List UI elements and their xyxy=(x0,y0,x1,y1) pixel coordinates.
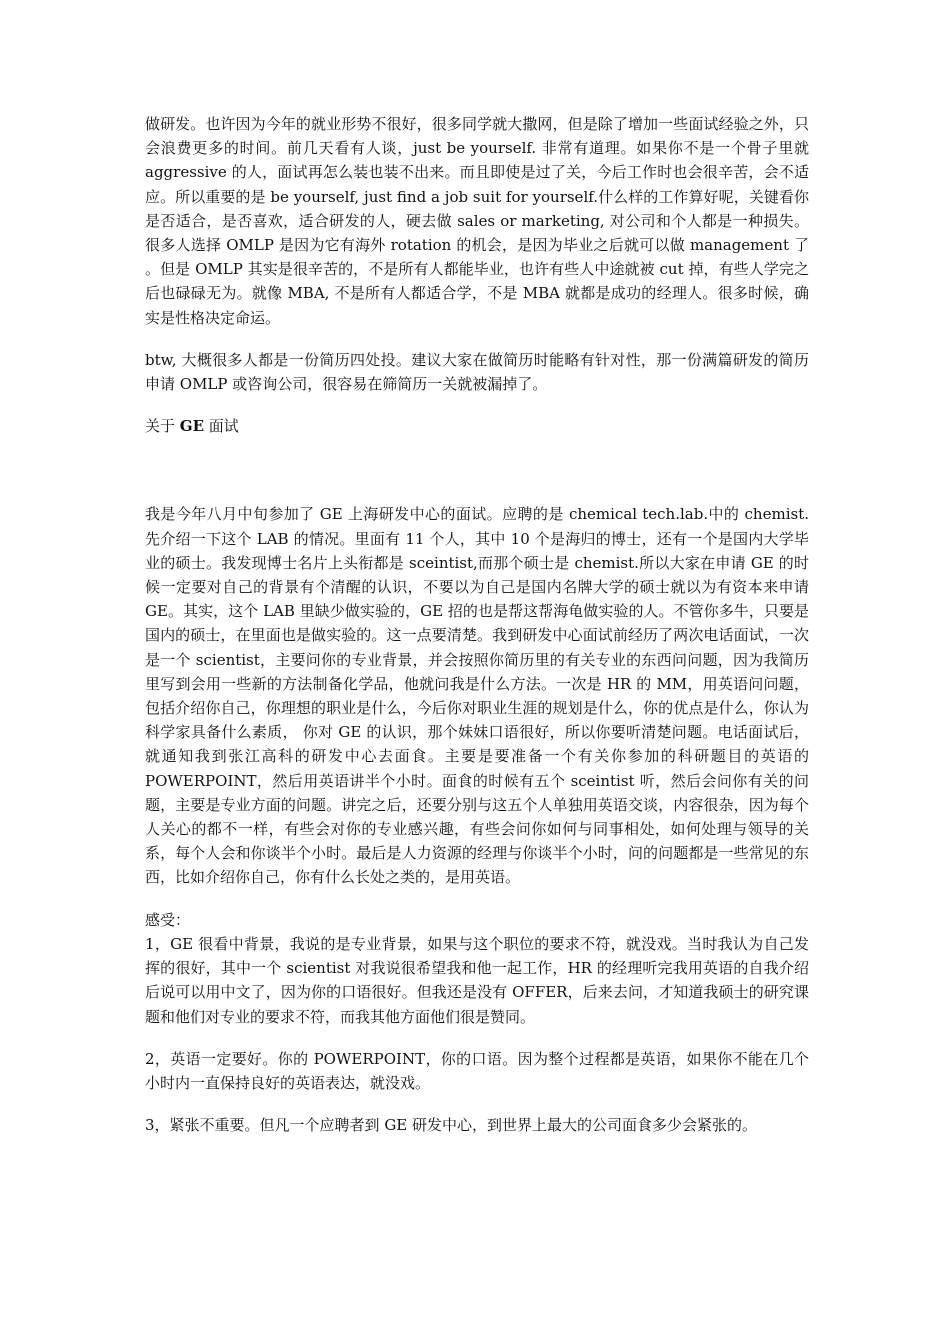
feeling-item-1: 1，GE 很看中背景，我说的是专业背景，如果与这个职位的要求不符，就没戏。当时我认为自己发挥的很好，其中一个 scientist 对我说很希望我和他一起工作，HR 的经理听完我用英语的自我介绍后说可以用中文了，因为你的口语很好。但我还是没有 OFFER，后来去问，才知道我硕士的研究课题和他们对专业的要求不符，而我其他方面他们很是赞同。 xyxy=(145,934,809,1026)
resume-advice-paragraph: btw, 大概很多人都是一份简历四处投。建议大家在做简历时能略有针对性，那一份满篇研发的简历申请 OMLP 或咨询公司，很容易在筛简历一关就被漏掉了。 xyxy=(145,350,809,394)
section-heading xyxy=(145,414,809,438)
heading-prefix: 关于 xyxy=(145,417,180,436)
section-spacer xyxy=(145,438,809,502)
heading-suffix: 面试 xyxy=(204,417,239,436)
intro-paragraph: 做研发。也许因为今年的就业形势不很好，很多同学就大撒网，但是除了增加一些面试经验之外，只会浪费更多的时间。前几天看有人谈，just be yourself. 非常有道理。如果你不是一个骨子里就 aggressive 的人，面试再怎么装也装不出来。而且即使是过了关，今后工作时也会很辛苦，会不适应。所以重要的是 be yourself, just find a job suit for yourself.什么样的工作算好呢，关键看你是否适合，是否喜欢，适合研发的人，硬去做 sales or marketing, 对公司和个人都是一种损失。很多人选择 OMLP 是因为它有海外 rotation 的机会，是因为毕业之后就可以做 management 了 。但是 OMLP 其实是很辛苦的，不是所有人都能毕业，也许有些人中途就被 cut 掉，有些人学完之后也碌碌无为。就像 MBA, 不是所有人都适合学，不是 MBA 就都是成功的经理人。很多时候，确实是性格决定命运。 xyxy=(145,115,814,327)
heading-bold: GE xyxy=(179,417,205,436)
interview-experience-paragraph: 我是今年八月中旬参加了 GE 上海研发中心的面试。应聘的是 chemical tech.lab.中的 chemist. 先介绍一下这个 LAB 的情况。里面有 11 个人，其中 10 个是海归的博士，还有一个是国内大学毕业的硕士。我发现博士名片上头衔都是 sceintist,而那个硕士是 chemist.所以大家在申请 GE 的时候一定要对自己的背景有个清醒的认识，不要以为自己是国内名牌大学的硕士就以为有资本来申请 GE。其实，这个 LAB 里缺少做实验的，GE 招的也是帮这帮海龟做实验的人。不管你多牛，只要是国内的硕士，在里面也是做实验的。这一点要清楚。我到研发中心面试前经历了两次电话面试，一次是一个 scientist，主要问你的专业背景，并会按照你简历里的有关专业的东西问问题，因为我简历里写到会用一些新的方法制备化学品，他就问我是什么方法。一次是 HR 的 MM，用英语问问题，包括介绍你自己，你理想的职业是什么，今后你对职业生涯的规划是什么，你的优点是什么，你认为科学家具备什么素质， 你对 GE 的认识，那个妹妹口语很好，所以你要听清楚问题。电话面试后，就通知我到张江高科的研发中心去面食。主要是要准备一个有关你参加的科研题目的英语的 POWERPOINT，然后用英语讲半个小时。面食的时候有五个 sceintist 听，然后会问你有关的问题，主要是专业方面的问题。讲完之后，还要分别与这五个人单独用英语交谈，内容很杂，因为每个人关心的都不一样，有些会对你的专业感兴趣，有些会问你如何与同事相处，如何处理与领导的关系，每个人会和你谈半个小时。最后是人力资源的经理与你谈半个小时，问的问题都是一些常见的东西，比如介绍你自己，你有什么长处之类的，是用英语。 xyxy=(145,505,814,887)
feeling-item-3: 3，紧张不重要。但凡一个应聘者到 GE 研发中心，到世界上最大的公司面食多少会紧张的。 xyxy=(145,1116,758,1135)
feeling-item-2: 2，英语一定要好。你的 POWERPOINT，你的口语。因为整个过程都是英语，如果你不能在几个小时内一直保持良好的英语表达，就没戏。 xyxy=(145,1049,809,1092)
feelings-label: 感受： xyxy=(145,910,191,929)
document-page xyxy=(145,112,814,1137)
